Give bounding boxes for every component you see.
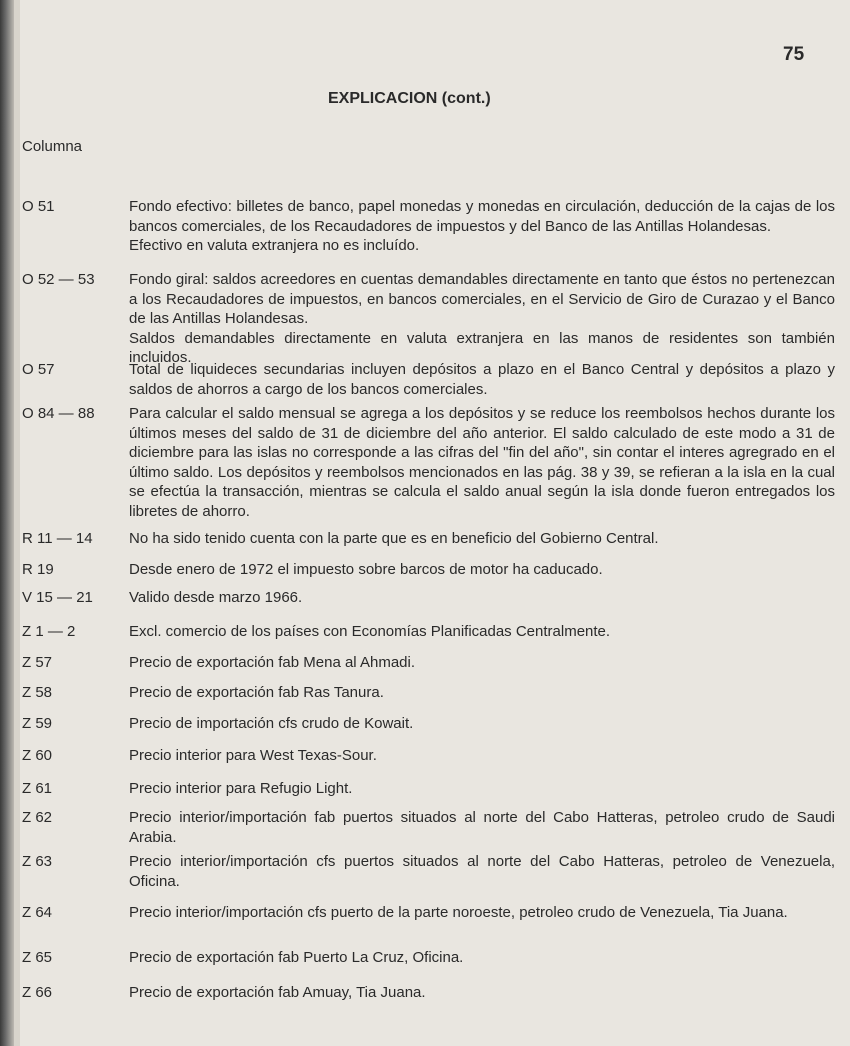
explanation-entry [22, 903, 835, 923]
explanation-entry [22, 529, 835, 549]
entry-description [129, 683, 835, 703]
entry-description [129, 560, 835, 580]
explanation-entry [22, 683, 835, 703]
description-paragraph: Valido desde marzo 1966. [129, 589, 303, 606]
description-paragraph: No ha sido tenido cuenta con la parte que es en beneficio del Gobierno Central. [129, 530, 659, 547]
explanation-entry [22, 197, 835, 256]
description-paragraph: Precio interior/importación fab puertos situados al norte del Cabo Hatteras, petroleo crudo de Saudi Arabia. [129, 809, 835, 846]
page-gutter [14, 0, 20, 1046]
description-paragraph: Excl. comercio de los países con Economías Planificadas Centralmente. [129, 623, 611, 640]
entry-description [129, 983, 835, 1003]
column-code: Z 64 [22, 904, 53, 921]
column-code: Z 61 [22, 780, 53, 797]
column-code: R 19 [22, 561, 54, 578]
column-code: Z 66 [22, 984, 53, 1001]
column-code: O 52 — 53 [22, 271, 95, 288]
explanation-entry [22, 270, 835, 368]
description-paragraph: Total de liquideces secundarias incluyen depósitos a plazo en el Banco Central y depósitos a plazo y saldos de ahorros a cargo de los bancos comerciales. [129, 361, 835, 398]
description-paragraph: Saldos demandables directamente en valuta extranjera en las manos de residentes son también incluidos. [129, 329, 835, 366]
entry-description [129, 746, 835, 766]
description-paragraph: Desde enero de 1972 el impuesto sobre barcos de motor ha caducado. [129, 561, 603, 578]
entry-description [129, 714, 835, 734]
explanation-entry [22, 852, 835, 891]
entry-description [129, 903, 835, 923]
description-paragraph: Precio interior para Refugio Light. [129, 780, 353, 797]
column-code: Z 63 [22, 853, 53, 870]
column-code: Z 62 [22, 809, 53, 826]
column-code: Z 1 — 2 [22, 623, 76, 640]
column-code: Z 59 [22, 715, 53, 732]
explanation-entry [22, 360, 835, 399]
description-paragraph: Precio de importación cfs crudo de Kowait. [129, 715, 414, 732]
column-code: Z 57 [22, 654, 53, 671]
entry-description [129, 360, 835, 399]
explanation-entry [22, 948, 835, 968]
column-code: O 57 [22, 361, 55, 378]
entry-description [129, 404, 835, 521]
page-number: 75 [783, 44, 805, 65]
description-paragraph: Precio interior/importación cfs puerto de la parte noroeste, petroleo crudo de Venezuela, Tia Juana. [129, 904, 788, 921]
explanation-entry [22, 560, 835, 580]
entry-description [129, 779, 835, 799]
description-paragraph: Fondo giral: saldos acreedores en cuentas demandables directamente en tanto que éstos no pertenezcan a los Recaudadores de impuestos, en bancos comerciales, en el Servicio de Giro de Curazao y el Banco de las Antillas Holandesas. [129, 271, 835, 327]
explanation-entry [22, 779, 835, 799]
column-code: O 51 [22, 198, 55, 215]
column-header: Columna [22, 138, 83, 155]
entry-description [129, 852, 835, 891]
entry-description [129, 197, 835, 256]
column-code: Z 58 [22, 684, 53, 701]
description-paragraph: Fondo efectivo: billetes de banco, papel monedas y monedas en circulación, deducción de la cajas de los bancos comerciales, de los Recaudadores de impuestos y del Banco de las Antillas Holandesas. [129, 198, 835, 235]
entry-description [129, 808, 835, 847]
entry-description [129, 270, 835, 368]
entry-description [129, 588, 835, 608]
entry-description [129, 529, 835, 549]
explanation-entry [22, 653, 835, 673]
description-paragraph: Precio interior/importación cfs puertos situados al norte del Cabo Hatteras, petroleo de Venezuela, Oficina. [129, 853, 835, 890]
column-code: O 84 — 88 [22, 405, 95, 422]
explanation-entry [22, 808, 835, 847]
explanation-entry [22, 622, 835, 642]
description-paragraph: Precio de exportación fab Mena al Ahmadi. [129, 654, 416, 671]
explanation-entry [22, 588, 835, 608]
column-code: R 11 — 14 [22, 530, 93, 547]
description-paragraph: Efectivo en valuta extranjera no es incluído. [129, 237, 420, 254]
description-paragraph: Precio de exportación fab Amuay, Tia Juana. [129, 984, 426, 1001]
column-code: Z 65 [22, 949, 53, 966]
entry-description [129, 622, 835, 642]
explanation-entry [22, 714, 835, 734]
book-binding [0, 0, 14, 1046]
description-paragraph: Precio interior para West Texas-Sour. [129, 747, 377, 764]
description-paragraph: Precio de exportación fab Ras Tanura. [129, 684, 384, 701]
explanation-entry [22, 983, 835, 1003]
explanation-entry [22, 404, 835, 521]
entry-description [129, 948, 835, 968]
column-code: V 15 — 21 [22, 589, 93, 606]
entry-description [129, 653, 835, 673]
explanation-entry [22, 746, 835, 766]
description-paragraph: Para calcular el saldo mensual se agrega a los depósitos y se reduce los reembolsos hechos durante los últimos meses del saldo de 31 de diciembre del año anterior. El saldo calculado de este modo a 31 de diciembre para las islas no corresponde a las cifras del "fin del año", sin contar el interes agregrado en el último saldo. Los depósitos y reembolsos mencionados en las pág. 38 y 39, se refieran a la isla en la cual se efectúa la transacción, mientras se calcula el saldo anual según la isla donde fueron entregados los libretes de ahorro. [129, 405, 835, 520]
page-title: EXPLICACION (cont.) [328, 90, 491, 107]
description-paragraph: Precio de exportación fab Puerto La Cruz, Oficina. [129, 949, 464, 966]
column-code: Z 60 [22, 747, 53, 764]
